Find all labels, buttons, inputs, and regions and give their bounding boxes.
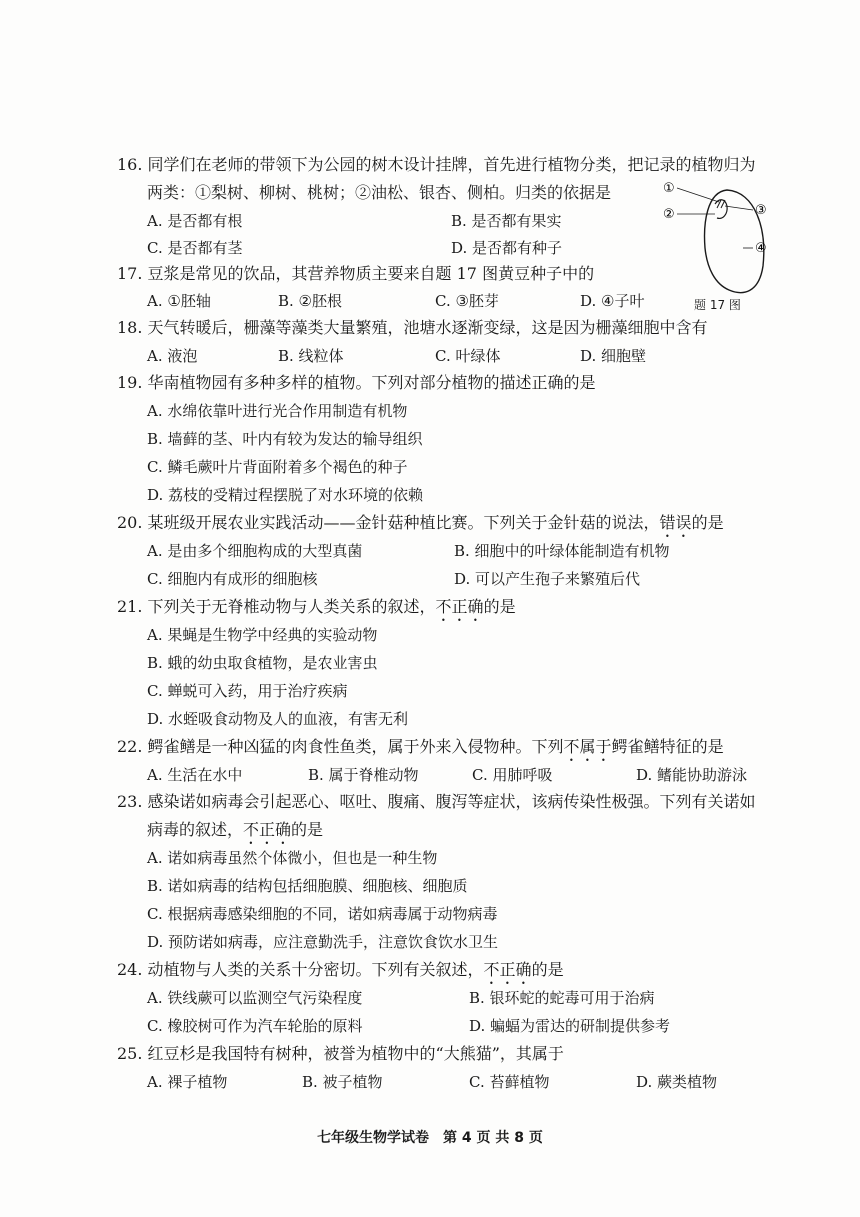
question-21-option-c: C. 蝉蜕可入药，用于治疗疾病 bbox=[147, 682, 348, 700]
question-25-stem: 25. 红豆杉是我国特有树种，被誉为植物中的“大熊猫”，其属于 bbox=[117, 1044, 564, 1063]
question-19-option-d: D. 荔枝的受精过程摆脱了对水环境的依赖 bbox=[147, 486, 424, 504]
question-21-option-b: B. 蛾的幼虫取食植物，是农业害虫 bbox=[147, 654, 378, 672]
question-24-option-a: A. 铁线蕨可以监测空气污染程度 bbox=[147, 989, 363, 1007]
question-25-option-b: B. 被子植物 bbox=[302, 1073, 383, 1091]
question-23-option-a: A. 诺如病毒虽然个体微小，但也是一种生物 bbox=[147, 849, 438, 867]
question-21-option-a: A. 果蝇是生物学中经典的实验动物 bbox=[147, 626, 378, 644]
question-19-option-a: A. 水绵依靠叶进行光合作用制造有机物 bbox=[147, 402, 408, 420]
question-17-option-a: A. ①胚轴 bbox=[147, 292, 211, 310]
question-23-stem-post: 的是 bbox=[291, 820, 324, 839]
question-22-option-c: C. 用肺呼吸 bbox=[472, 766, 553, 784]
question-25-option-c: C. 苔藓植物 bbox=[469, 1073, 550, 1091]
question-24-stem bbox=[117, 960, 564, 988]
figure-label-3: ③ bbox=[755, 203, 767, 218]
question-24-option-b: B. 银环蛇的蛇毒可用于治病 bbox=[469, 989, 655, 1007]
question-20-option-a: A. 是由多个细胞构成的大型真菌 bbox=[147, 542, 363, 560]
question-19-option-b: B. 墙藓的茎、叶内有较为发达的输导组织 bbox=[147, 430, 423, 448]
question-18-option-a: A. 液泡 bbox=[147, 347, 198, 365]
figure-label-1: ① bbox=[663, 181, 675, 196]
question-20-emphasis: 错误 bbox=[659, 513, 692, 532]
question-20-option-d: D. 可以产生孢子来繁殖后代 bbox=[454, 570, 641, 588]
question-23-stem-pre: 病毒的叙述， bbox=[147, 820, 244, 839]
figure-caption: 题 17 图 bbox=[694, 298, 741, 312]
question-25-option-d: D. 蕨类植物 bbox=[636, 1073, 718, 1091]
question-16-option-a: A. 是否都有根 bbox=[147, 212, 243, 230]
question-23-option-d: D. 预防诺如病毒，应注意勤洗手，注意饮食饮水卫生 bbox=[147, 933, 499, 951]
question-22-stem-pre: 22. 鳄雀鳝是一种凶猛的肉食性鱼类，属于外来入侵物种。下列 bbox=[117, 737, 564, 756]
question-20-stem bbox=[117, 513, 724, 541]
question-16-option-b: B. 是否都有果实 bbox=[451, 212, 562, 230]
question-21-stem-post: 的是 bbox=[483, 597, 516, 616]
figure-label-4: ④ bbox=[755, 241, 767, 256]
question-18-option-d: D. 细胞壁 bbox=[580, 347, 647, 365]
question-21-stem bbox=[117, 597, 516, 625]
question-16-stem-cont: 两类：①梨树、柳树、桃树；②油松、银杏、侧柏。归类的依据是 bbox=[147, 183, 612, 202]
question-24-option-c: C. 橡胶树可作为汽车轮胎的原料 bbox=[147, 1017, 363, 1035]
question-24-stem-post: 的是 bbox=[531, 960, 564, 979]
question-18-stem: 18. 天气转暖后，栅藻等藻类大量繁殖，池塘水逐渐变绿，这是因为栅藻细胞中含有 bbox=[117, 318, 708, 337]
question-20-stem-pre: 20. 某班级开展农业实践活动——金针菇种植比赛。下列关于金针菇的说法， bbox=[117, 513, 660, 532]
question-23-option-b: B. 诺如病毒的结构包括细胞膜、细胞核、细胞质 bbox=[147, 877, 468, 895]
question-22-option-b: B. 属于脊椎动物 bbox=[308, 766, 419, 784]
question-22-option-d: D. 鳍能协助游泳 bbox=[636, 766, 748, 784]
question-24-stem-pre: 24. 动植物与人类的关系十分密切。下列有关叙述， bbox=[117, 960, 484, 979]
question-17-option-c: C. ③胚芽 bbox=[435, 292, 499, 310]
pointer-line-3 bbox=[725, 206, 753, 210]
question-16-stem: 16. 同学们在老师的带领下为公园的树木设计挂牌，首先进行植物分类，把记录的植物归为 bbox=[117, 155, 756, 174]
page-footer: 七年级生物学试卷 第 4 页 共 8 页 bbox=[317, 1130, 543, 1146]
question-16-option-d: D. 是否都有种子 bbox=[451, 239, 563, 257]
question-21-stem-pre: 21. 下列关于无脊椎动物与人类关系的叙述， bbox=[117, 597, 436, 616]
question-23-stem-cont bbox=[147, 820, 323, 848]
figure-label-2: ② bbox=[663, 207, 675, 222]
question-22-stem bbox=[117, 737, 724, 765]
question-17-option-d: D. ④子叶 bbox=[580, 292, 645, 310]
question-20-option-c: C. 细胞内有成形的细胞核 bbox=[147, 570, 318, 588]
question-20-stem-post: 的是 bbox=[691, 513, 724, 532]
question-20-option-b: B. 细胞中的叶绿体能制造有机物 bbox=[454, 542, 670, 560]
question-21-option-d: D. 水蛭吸食动物及人的血液，有害无利 bbox=[147, 710, 409, 728]
question-22-stem-post: 鳄雀鳝特征的是 bbox=[611, 737, 724, 756]
question-19-stem: 19. 华南植物园有多种多样的植物。下列对部分植物的描述正确的是 bbox=[117, 373, 596, 392]
question-17-option-b: B. ②胚根 bbox=[278, 292, 343, 310]
question-18-option-b: B. 线粒体 bbox=[278, 347, 344, 365]
pointer-line-1 bbox=[677, 188, 719, 202]
question-25-option-a: A. 裸子植物 bbox=[147, 1073, 228, 1091]
question-21-emphasis: 不正确 bbox=[435, 597, 484, 616]
embryo-part bbox=[715, 200, 727, 219]
question-19-option-c: C. 鳞毛蕨叶片背面附着多个褐色的种子 bbox=[147, 458, 408, 476]
question-23-emphasis: 不正确 bbox=[243, 820, 292, 839]
question-22-emphasis: 不属于 bbox=[563, 737, 612, 756]
question-23-stem: 23. 感染诺如病毒会引起恶心、呕吐、腹痛、腹泻等症状，该病传染性极强。下列有关诺如 bbox=[117, 792, 756, 811]
question-23-option-c: C. 根据病毒感染细胞的不同，诺如病毒属于动物病毒 bbox=[147, 905, 498, 923]
question-16-option-c: C. 是否都有茎 bbox=[147, 239, 243, 257]
question-18-option-c: C. 叶绿体 bbox=[435, 347, 501, 365]
question-22-option-a: A. 生活在水中 bbox=[147, 766, 243, 784]
question-24-emphasis: 不正确 bbox=[483, 960, 532, 979]
question-24-option-d: D. 蝙蝠为雷达的研制提供参考 bbox=[469, 1017, 671, 1035]
question-17-stem: 17. 豆浆是常见的饮品，其营养物质主要来自题 17 图黄豆种子中的 bbox=[117, 264, 595, 283]
